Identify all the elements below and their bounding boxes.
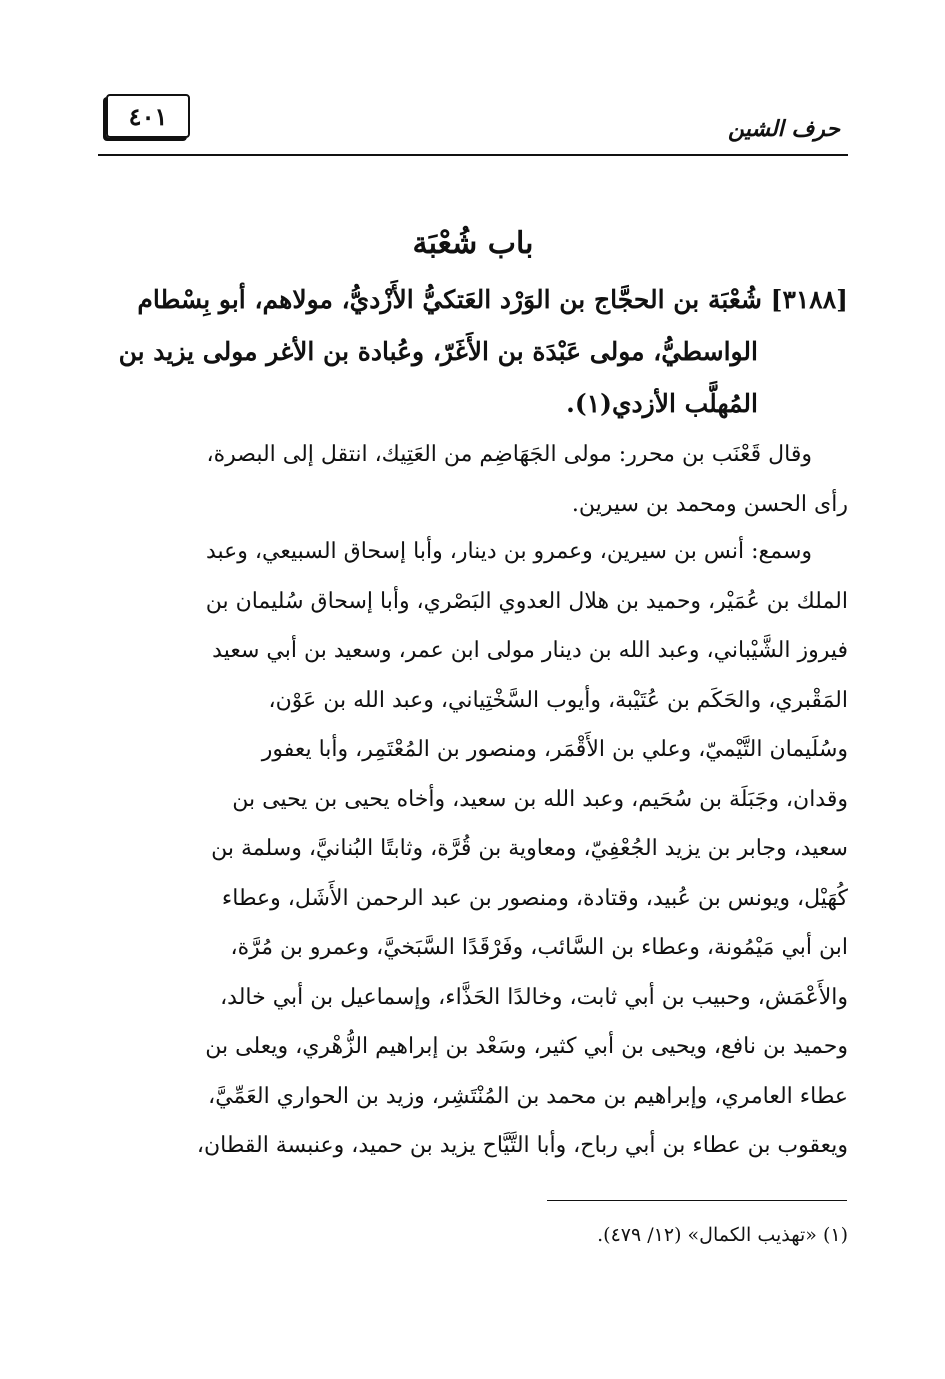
text-line: ابن أبي مَيْمُونة، وعطاء بن السَّائب، وفَرْقَدًا السَّبَخيَّ، وعمرو بن مُرَّة،	[230, 935, 848, 960]
paragraph-2	[98, 527, 848, 1171]
text-line: وسمع: أنس بن سيرين، وعمرو بن دينار، وأبا إسحاق السبيعي، وعبد	[205, 539, 812, 564]
text-line: الملك بن عُمَيْر، وحميد بن هلال العدوي البَصْري، وأبا إسحاق سُليمان بن	[205, 588, 848, 614]
text-line: والأَعْمَش، وحبيب بن أبي ثابت، وخالدًا الحَذَّاء، وإسماعيل بن أبي خالد،	[220, 984, 848, 1010]
text-line: ويعقوب بن عطاء بن أبي رباح، وأبا التَّيَّاح يزيد بن حميد، وعنبسة القطان،	[196, 1133, 848, 1158]
entry-line: [٣١٨٨] شُعْبَة بن الحجَّاج بن الوَرْد العَتكيُّ الأَزْديُّ، مولاهم، أبو بِسْطام	[137, 285, 848, 314]
footnote: (١) «تهذيب الكمال» (١٢/ ٤٧٩).	[597, 1224, 848, 1246]
entry-line: المُهلَّب الأزدي(١).	[566, 389, 758, 418]
chapter-title: حرف الشين	[727, 116, 840, 142]
text-line: وسُلَيمان التَّيْميّ، وعلي بن الأَقْمَر، ومنصور بن المُعْتَمِر، وأبا يعفور	[261, 737, 848, 762]
footnote-divider	[547, 1200, 847, 1201]
page-number: ٤٠١	[106, 94, 190, 138]
text-line: وحميد بن نافع، ويحيى بن أبي كثير، وسَعْد بن إبراهيم الزُّهْري، ويعلى بن	[205, 1034, 848, 1059]
text-line: المَقْبري، والحَكَم بن عُتَيْبة، وأيوب السَّخْتِياني، وعبد الله بن عَوْن،	[268, 687, 848, 713]
text-line: رأى الحسن ومحمد بن سيرين.	[571, 491, 848, 517]
page-header	[98, 88, 848, 156]
text-line: كُهَيْل، ويونس بن عُبيد، وقتادة، ومنصور بن عبد الرحمن الأَشَل، وعطاء	[221, 885, 848, 911]
text-line: سعيد، وجابر بن يزيد الجُعْفِيّ، ومعاوية بن قُرَّة، وثابتًا البُنانيَّ، وسلمة بن	[211, 836, 848, 861]
text-line: وقال قَعْنَب بن محرر: مولى الجَهَاضِم من العَتِيك، انتقل إلى البصرة،	[206, 442, 812, 467]
text-line: وقدان، وجَبَلَة بن سُحَيم، وعبد الله بن سعيد، وأخاه يحيى بن يحيى بن	[232, 786, 848, 812]
paragraph-1	[98, 430, 848, 529]
entry-heading	[98, 274, 848, 430]
text-line: عطاء العامري، وإبراهيم بن محمد بن المُنْتَشِر، وزيد بن الحواري العَمِّيَّ،	[208, 1083, 848, 1109]
text-line: فيروز الشَّيْباني، وعبد الله بن دينار مولى ابن عمر، وسعيد بن أبي سعيد	[212, 638, 848, 663]
entry-line: الواسطيُّ، مولى عَبْدَة بن الأَغَرّ، وعُبادة بن الأغر مولى يزيد بن	[118, 337, 758, 366]
section-title: باب شُعْبَة	[412, 226, 534, 261]
